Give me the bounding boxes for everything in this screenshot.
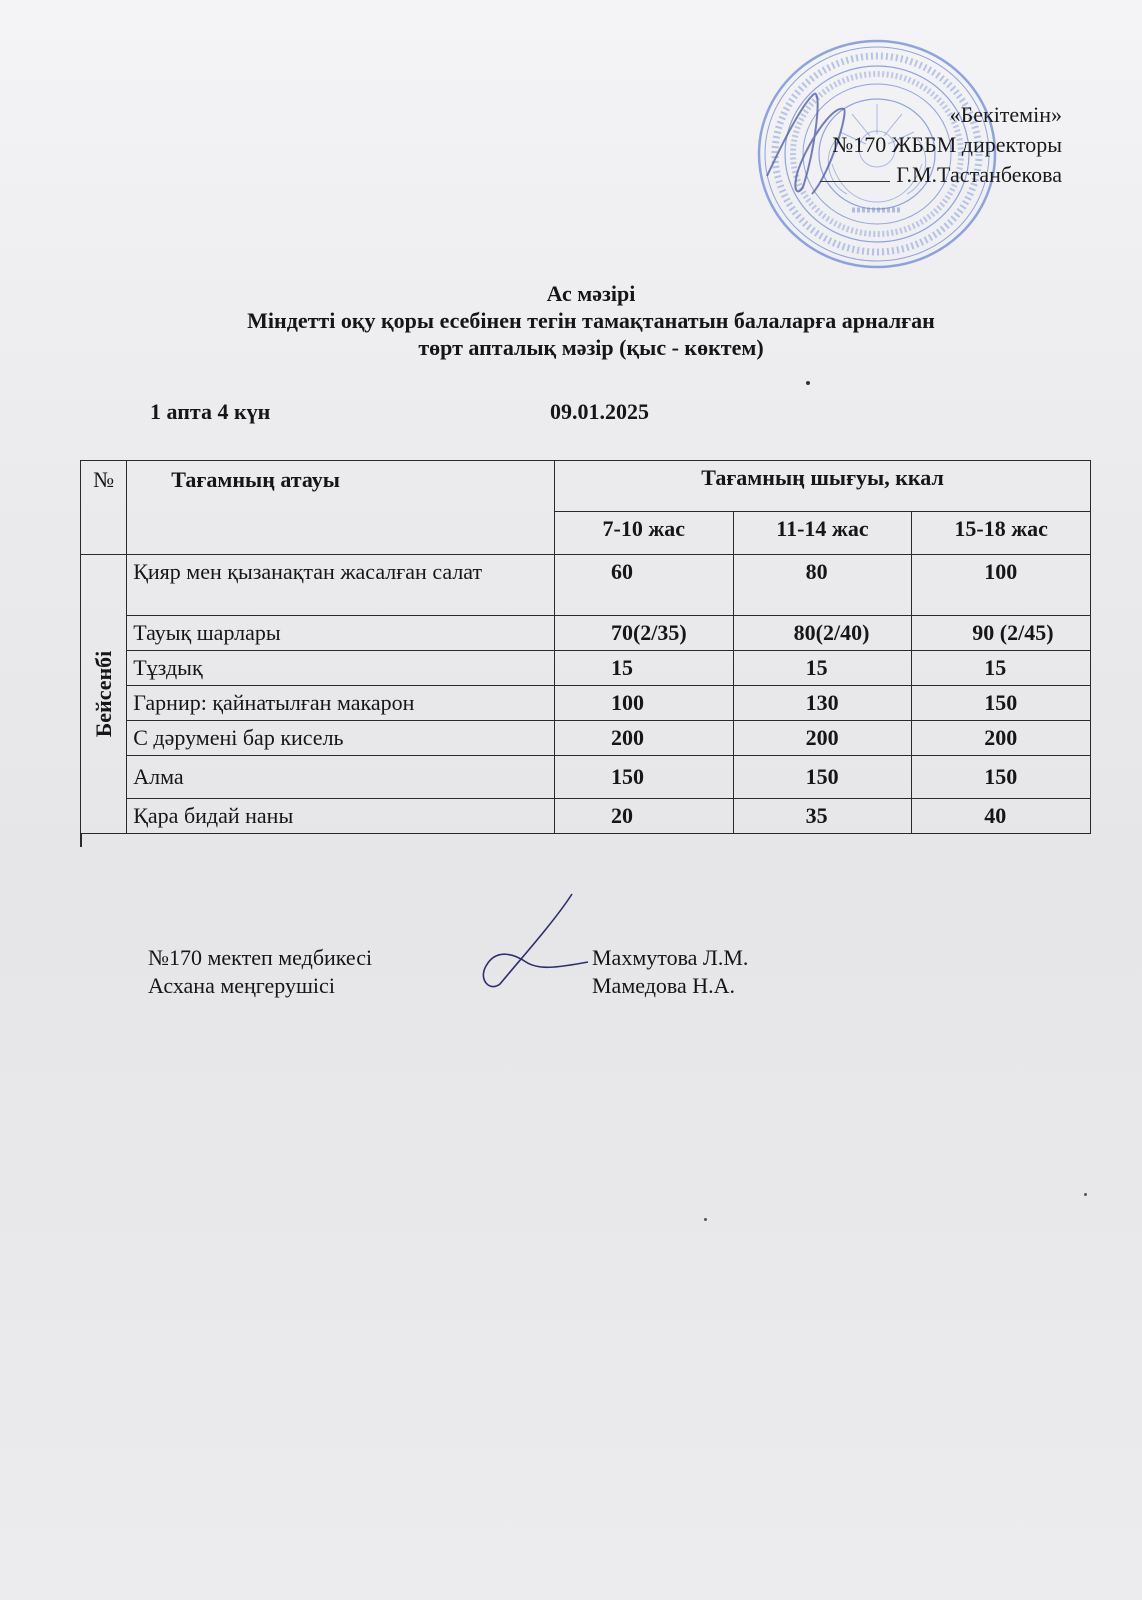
value-11-14: 15 — [733, 651, 912, 686]
speck — [806, 381, 810, 385]
signatory-positions — [148, 944, 372, 1000]
table-border-tail — [80, 833, 82, 847]
value-11-14: 35 — [733, 799, 912, 834]
dish-name: Қара бидай наны — [127, 799, 555, 834]
nurse-signature-icon — [460, 892, 590, 992]
value-11-14: 200 — [733, 721, 912, 756]
value-15-18: 200 — [912, 721, 1091, 756]
canteen-manager-name: Мамедова Н.А. — [592, 973, 736, 998]
table-row — [81, 651, 1091, 686]
nurse-position: №170 мектеп медбикесі — [148, 945, 373, 970]
value-11-14: 80(2/40) — [733, 616, 912, 651]
dish-name: С дәрумені бар кисель — [127, 721, 555, 756]
dish-name: Алма — [127, 756, 555, 799]
nurse-name: Махмутова Л.М. — [592, 945, 749, 970]
value-15-18: 150 — [912, 686, 1091, 721]
value-7-10: 150 — [554, 756, 733, 799]
approval-signer — [820, 160, 1062, 190]
speck — [704, 1218, 707, 1221]
header-age-15-18: 15-18 жас — [912, 512, 1091, 555]
table-row — [81, 686, 1091, 721]
signature-line — [820, 181, 890, 182]
value-15-18: 40 — [912, 799, 1091, 834]
signatory-names — [592, 944, 748, 1000]
header-output: Тағамның шығуы, ккал — [554, 461, 1090, 512]
title-line-3: төрт апталық мәзір (қыс - көктем) — [418, 335, 764, 360]
header-dish-name: Тағамның атауы — [127, 461, 555, 555]
day-cell — [81, 555, 127, 834]
speck — [1084, 1193, 1087, 1196]
table-row — [81, 616, 1091, 651]
header-age-7-10: 7-10 жас — [554, 512, 733, 555]
dish-name: Қияр мен қызанақтан жасалған салат — [127, 555, 555, 616]
table-row — [81, 756, 1091, 799]
approval-block — [820, 100, 1062, 190]
week-day-label: 1 апта 4 күн — [150, 399, 271, 424]
value-7-10: 200 — [554, 721, 733, 756]
dish-name: Гарнир: қайнатылған макарон — [127, 686, 555, 721]
day-label: Бейсенбі — [90, 650, 116, 738]
document-title — [0, 280, 1142, 361]
value-15-18: 90 (2/45) — [912, 616, 1091, 651]
table-row — [81, 799, 1091, 834]
value-11-14: 130 — [733, 686, 912, 721]
canteen-manager-position: Асхана меңгерушісі — [148, 973, 335, 998]
table-header-row — [81, 461, 1091, 512]
table-row — [81, 555, 1091, 616]
value-15-18: 15 — [912, 651, 1091, 686]
value-7-10: 70(2/35) — [554, 616, 733, 651]
header-number: № — [81, 461, 127, 555]
title-line-2: Міндетті оқу қоры есебінен тегін тамақтанатын балаларға арналған — [247, 308, 935, 333]
table-row — [81, 721, 1091, 756]
dish-name: Тауық шарлары — [127, 616, 555, 651]
menu-table — [80, 460, 1091, 834]
dish-name: Тұздық — [127, 651, 555, 686]
title-line-1: Ас мәзірі — [546, 281, 636, 306]
value-7-10: 100 — [554, 686, 733, 721]
value-7-10: 20 — [554, 799, 733, 834]
header-age-11-14: 11-14 жас — [733, 512, 912, 555]
value-7-10: 15 — [554, 651, 733, 686]
value-11-14: 80 — [733, 555, 912, 616]
value-7-10: 60 — [554, 555, 733, 616]
menu-date: 09.01.2025 — [550, 399, 649, 424]
value-15-18: 150 — [912, 756, 1091, 799]
value-11-14: 150 — [733, 756, 912, 799]
value-15-18: 100 — [912, 555, 1091, 616]
director-name: Г.М.Тастанбекова — [896, 162, 1062, 187]
approval-heading: «Бекітемін» — [949, 102, 1062, 127]
approval-position: №170 ЖББМ директоры — [832, 132, 1062, 157]
